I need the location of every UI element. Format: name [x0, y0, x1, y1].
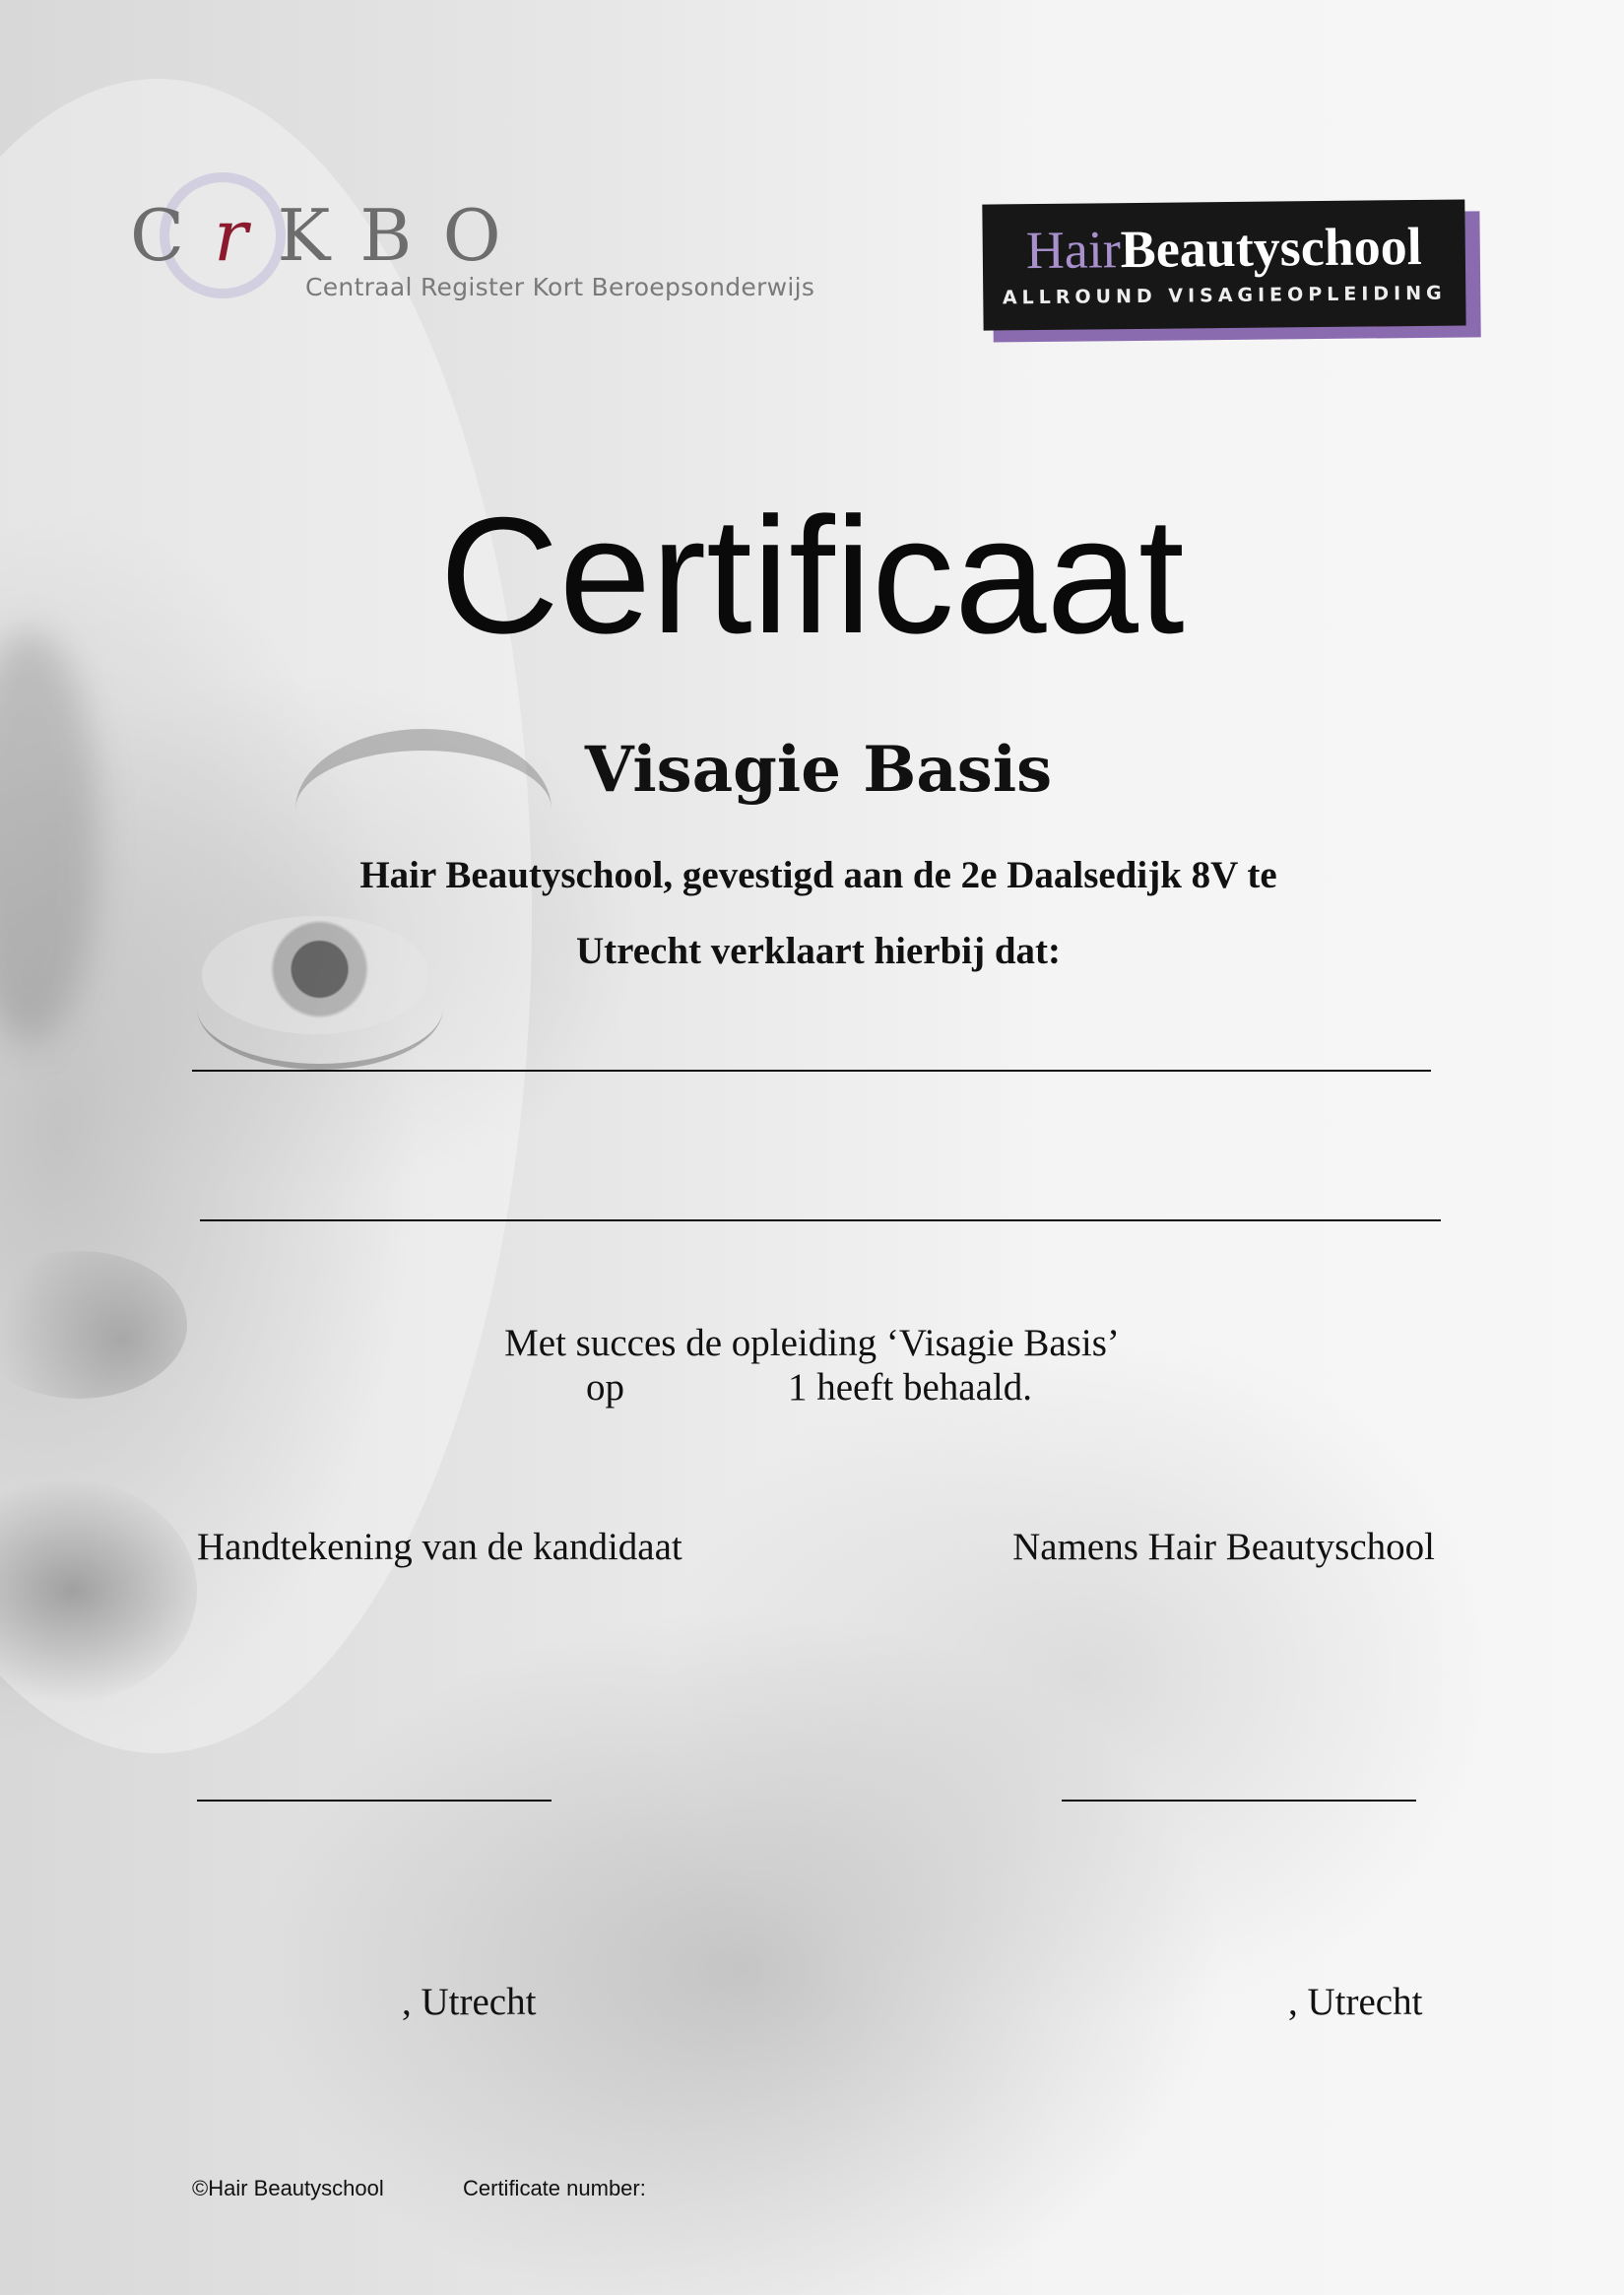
- candidate-signature-label: Handtekening van de kandidaat: [197, 1526, 682, 1568]
- candidate-place: , Utrecht: [402, 1981, 537, 2023]
- hair-beautyschool-logo: [982, 199, 1475, 337]
- logo-plate: [982, 199, 1465, 330]
- crkbo-subtitle: Centraal Register Kort Beroepsonderwijs: [305, 273, 815, 301]
- course-name: Visagie Basis: [584, 733, 1053, 807]
- intro-line-1: Hair Beautyschool, gevestigd aan de 2e Daalsedijk 8V te: [359, 854, 1277, 896]
- logo-wordmark: HairBeautyschool: [1025, 216, 1423, 281]
- school-signature-label: Namens Hair Beautyschool: [1012, 1526, 1435, 1568]
- success-statement: Met succes de opleiding ‘Visagie Basis’: [504, 1322, 1120, 1364]
- crkbo-logo: [130, 172, 839, 320]
- certificate-title: Certificaat: [439, 483, 1185, 668]
- date-prefix: op: [586, 1366, 624, 1409]
- crkbo-wordmark: CrKBO: [130, 194, 531, 277]
- candidate-details-line: [200, 1219, 1441, 1221]
- intro-line-2: Utrecht verklaart hierbij dat:: [575, 930, 1062, 972]
- candidate-signature-line: [197, 1800, 552, 1802]
- school-place: , Utrecht: [1288, 1981, 1423, 2023]
- school-signature-line: [1062, 1800, 1416, 1802]
- logo-tagline: ALLROUND VISAGIEOPLEIDING: [1002, 282, 1447, 309]
- candidate-name-line: [192, 1070, 1431, 1072]
- date-suffix: 1 heeft behaald.: [788, 1366, 1032, 1409]
- certificate-number-label: Certificate number:: [463, 2176, 646, 2200]
- footer-copyright: ©Hair Beautyschool: [192, 2176, 384, 2200]
